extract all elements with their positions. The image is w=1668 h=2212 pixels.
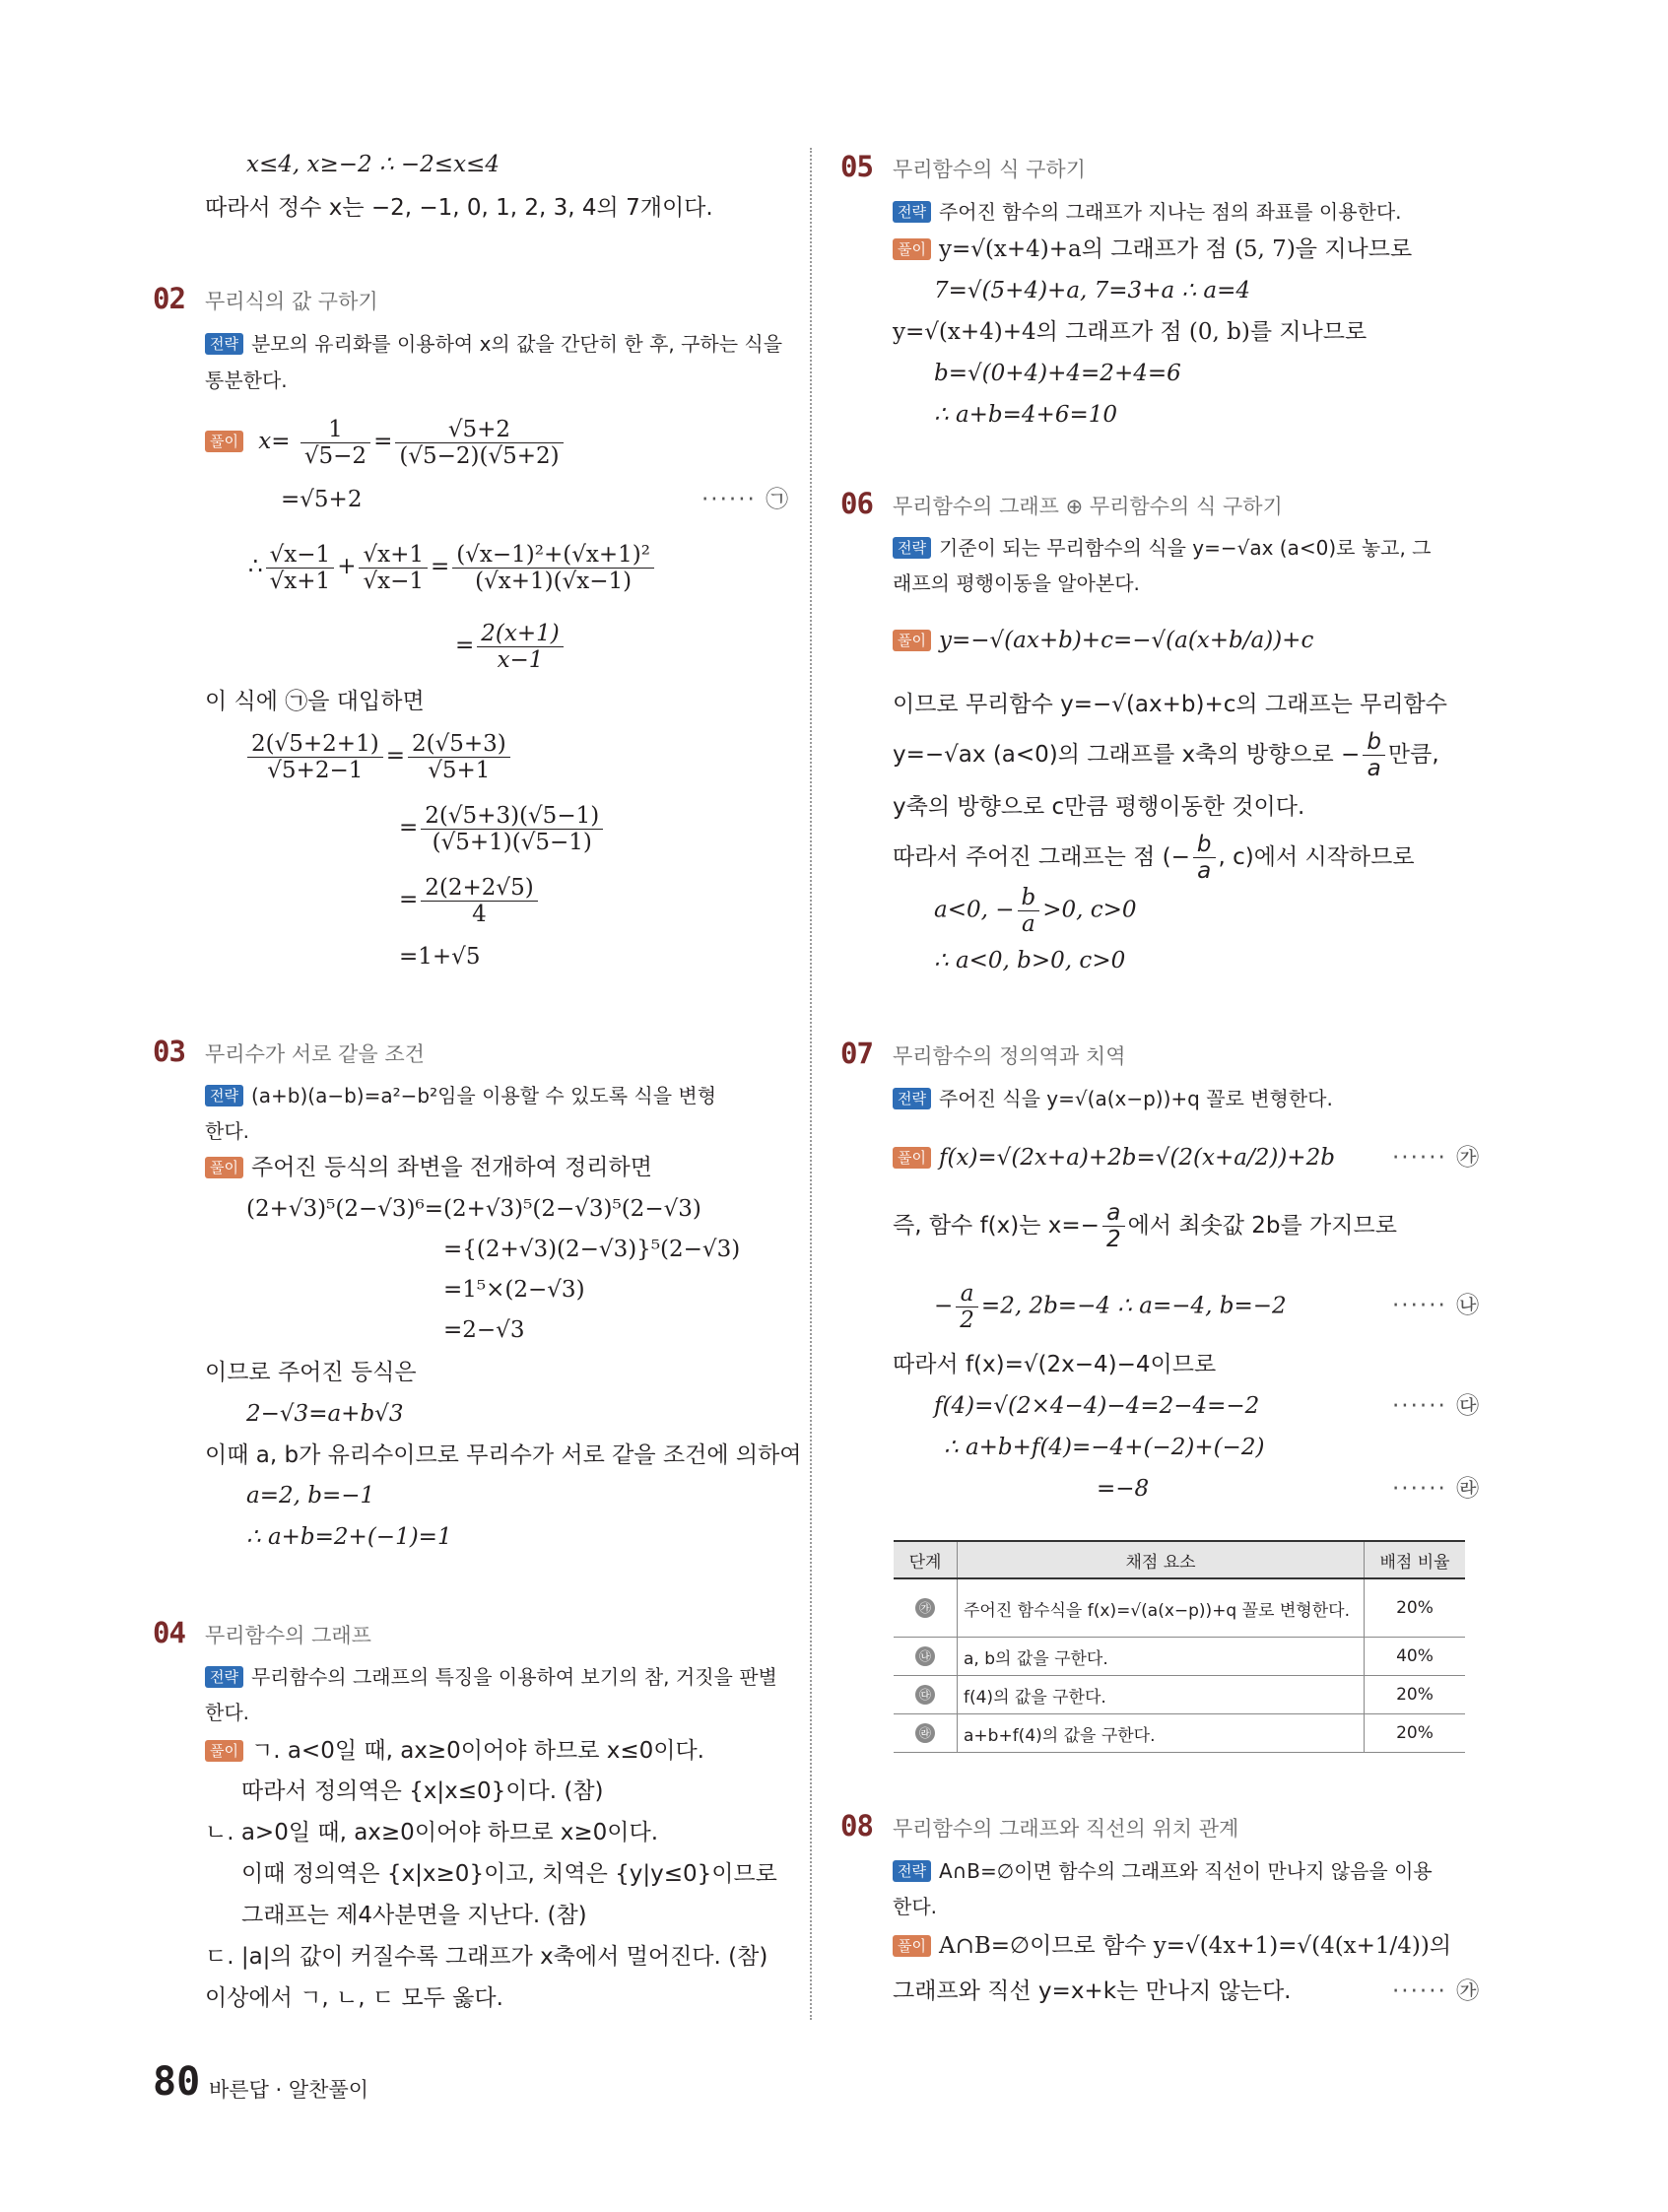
table-row: [894, 1676, 1465, 1714]
solution-line: [893, 626, 1313, 655]
strategy-text: 주어진 식을 y=√(a(x−p))+q 꼴로 변형한다.: [938, 1087, 1333, 1110]
text-part: −: [934, 1293, 954, 1319]
strategy-line-2: 래프의 평행이동을 알아본다.: [893, 571, 1140, 595]
equation-4: = $\frac{2(x+1)}{x-1}$: [455, 616, 567, 675]
section-title: 무리함수의 그래프: [205, 1624, 371, 1647]
numerator: a: [956, 1281, 978, 1307]
solution-text: y=√(x+4)+a의 그래프가 점 (5, 7)을 지나므로: [938, 236, 1413, 262]
table-header-row: [894, 1541, 1465, 1578]
text-line: 이므로 무리함수 y=−√(ax+b)+c의 그래프는 무리함수: [893, 692, 1447, 717]
strategy-tag: 전략: [205, 1085, 243, 1106]
numerator: b: [1363, 729, 1385, 756]
denominator: √5+2−1: [267, 757, 364, 783]
subst-1: $\frac{2(√5+2+1)}{√5+2-1}$ = $\frac{2(√5+3)}{√5+1}$: [244, 726, 513, 785]
solution-text: 주어진 등식의 좌변을 전개하여 정리하면: [250, 1155, 652, 1180]
question-number: 03: [153, 1035, 185, 1068]
eq-line: =2−√3: [443, 1317, 525, 1343]
numerator: √x+1: [359, 542, 428, 569]
section-title: 무리수가 서로 같을 조건: [205, 1042, 425, 1066]
denominator: √x+1: [269, 568, 331, 594]
marker: ······ ㉮: [1392, 1145, 1482, 1171]
strategy-tag: 전략: [205, 333, 243, 355]
table-cell-item: a+b+f(4)의 값을 구한다.: [958, 1714, 1365, 1753]
solution-text: f(x)=√(2x+a)+2b=√(2(x+a/2))+2b: [938, 1145, 1335, 1171]
step-badge: ㉮: [915, 1598, 935, 1618]
denominator: (√5−2)(√5+2): [399, 442, 560, 469]
text-line: 이므로 주어진 등식은: [205, 1360, 417, 1385]
fraction: [395, 417, 563, 469]
marker: ······ ㉱: [1392, 1476, 1482, 1502]
fraction: [452, 542, 654, 594]
numerator: b: [1193, 832, 1216, 858]
text-line: ㄷ. |a|의 값이 커질수록 그래프가 x축에서 멀어진다. (참): [205, 1944, 768, 1970]
solution-text: y=−√(ax+b)+c=−√(a(x+b/a))+c: [938, 628, 1314, 653]
eq-line: f(4)=√(2×4−4)−4=2−4=−2: [934, 1393, 1260, 1419]
fraction: [956, 1281, 978, 1333]
strategy-text: A∩B=∅이면 함수의 그래프와 직선이 만나지 않음을 이용: [938, 1859, 1433, 1883]
strategy-tag: 전략: [205, 1666, 243, 1688]
table-cell-step: [894, 1578, 958, 1638]
eq-line: 2−√3=a+b√3: [246, 1401, 404, 1427]
table-row: [894, 1578, 1465, 1638]
question-number: 07: [840, 1037, 873, 1070]
fraction: [421, 803, 603, 855]
solution-tag: 풀이: [893, 1935, 931, 1957]
strategy-line: [893, 1084, 1333, 1113]
question-number: 06: [840, 487, 873, 520]
solution-line: [205, 1736, 704, 1766]
table-cell-item: f(4)의 값을 구한다.: [958, 1676, 1365, 1714]
section-title: 무리함수의 그래프와 직선의 위치 관계: [893, 1817, 1239, 1841]
eq-line: =1⁵×(2−√3): [443, 1277, 585, 1303]
text-part: 따라서 주어진 그래프는 점 (−: [893, 844, 1190, 870]
strategy-text: 분모의 유리화를 이용하여 x의 값을 간단히 한 후, 구하는 식을: [250, 332, 783, 356]
table-cell-item: 주어진 함수식을 f(x)=√(a(x−p))+q 꼴로 변형한다.: [958, 1578, 1365, 1638]
solution-line: [893, 235, 1412, 264]
numerator: √x−1: [266, 542, 335, 569]
strategy-line: [893, 533, 1432, 563]
eq-line: ∴ a<0, b>0, c>0: [934, 948, 1126, 973]
table-row: [894, 1638, 1465, 1676]
equation-2: =√5+2: [281, 487, 363, 512]
strategy-text: (a+b)(a−b)=a²−b²임을 이용할 수 있도록 식을 변형: [250, 1084, 717, 1107]
text-line: 이 식에 ㉠을 대입하면: [205, 689, 425, 714]
table-cell-ratio: 20%: [1365, 1676, 1466, 1714]
denominator: (√5+1)(√5−1): [432, 829, 592, 855]
fraction: [300, 417, 370, 469]
table-cell-step: [894, 1638, 958, 1676]
section-title: 무리식의 값 구하기: [205, 290, 378, 313]
eq-line: =−8: [1097, 1476, 1150, 1502]
denominator: √x−1: [363, 568, 425, 594]
denominator: 2: [960, 1307, 974, 1333]
fraction: [1193, 832, 1216, 884]
table-cell-ratio: 40%: [1365, 1638, 1466, 1676]
numerator: 2(√5+3)(√5−1): [421, 803, 603, 830]
strategy-text: 주어진 함수의 그래프가 지나는 점의 좌표를 이용한다.: [938, 200, 1402, 224]
fraction: [1363, 729, 1385, 781]
text-part: a<0, −: [934, 897, 1015, 923]
text-part: , c)에서 시작하므로: [1218, 844, 1415, 870]
eq-line: [934, 1281, 1287, 1333]
numerator: √5+2: [395, 417, 563, 443]
text-part: 만큼,: [1387, 742, 1439, 768]
eq-line: [934, 885, 1137, 937]
fraction: [266, 542, 335, 594]
strategy-line: [893, 197, 1402, 227]
text-part: y=−√ax (a<0)의 그래프를 x축의 방향으로 −: [893, 742, 1361, 768]
strategy-text: 무리함수의 그래프의 특징을 이용하여 보기의 참, 거짓을 판별: [250, 1665, 777, 1689]
solution-line: [893, 1931, 1451, 1961]
denominator: (√x+1)(√x−1): [475, 568, 633, 594]
fraction: [359, 542, 428, 594]
numerator: 2(√5+2+1): [247, 731, 383, 758]
text-line: x≤4, x≥−2 ∴ −2≤x≤4: [246, 152, 500, 177]
solution-text: ㄱ. a<0일 때, ax≥0이어야 하므로 x≤0이다.: [250, 1738, 704, 1764]
text-part: 에서 최솟값 2b를 가지므로: [1127, 1213, 1397, 1239]
strategy-line: [205, 329, 782, 359]
table-cell-step: [894, 1714, 958, 1753]
denominator: √5−2: [303, 442, 367, 469]
eq-line: b=√(0+4)+4=2+4=6: [934, 361, 1181, 386]
numerator: (√x−1)²+(√x+1)²: [452, 542, 654, 569]
denominator: √5+1: [428, 757, 491, 783]
section-title: 무리함수의 그래프 ⊕ 무리함수의 식 구하기: [893, 495, 1283, 518]
denominator: a: [1367, 756, 1381, 781]
scoring-table: [894, 1540, 1465, 1753]
numerator: b: [1018, 885, 1040, 911]
strategy-text: 기준이 되는 무리함수의 식을 y=−√ax (a<0)로 놓고, 그: [938, 536, 1432, 560]
text-part: >0, c>0: [1042, 897, 1137, 923]
strategy-tag: 전략: [893, 537, 931, 559]
text-part: =2, 2b=−4 ∴ a=−4, b=−2: [980, 1293, 1287, 1319]
solution-line: [205, 1153, 652, 1182]
table-cell-item: a, b의 값을 구한다.: [958, 1638, 1365, 1676]
footer-label: 바른답 · 알찬풀이: [209, 2078, 369, 2102]
text-line: 그래프는 제4사분면을 지난다. (참): [241, 1903, 587, 1928]
strategy-tag: 전략: [893, 1860, 931, 1882]
text-line: [893, 832, 1415, 884]
page-number: 80: [153, 2059, 201, 2105]
strategy-line: [205, 1662, 777, 1692]
fraction: [477, 621, 563, 673]
table-cell-step: [894, 1676, 958, 1714]
strategy-line-2: 한다.: [205, 1701, 249, 1724]
step-badge: ㉰: [915, 1685, 935, 1705]
denominator: x−1: [497, 646, 544, 673]
question-number: 04: [153, 1616, 185, 1649]
text-line: y축의 방향으로 c만큼 평행이동한 것이다.: [893, 794, 1305, 820]
solution-tag: 풀이: [893, 1147, 931, 1169]
strategy-line-2: 통분한다.: [205, 369, 288, 392]
question-number: 05: [840, 150, 873, 183]
fraction: [421, 875, 537, 927]
strategy-tag: 전략: [893, 201, 931, 223]
question-number: 08: [840, 1809, 873, 1843]
denominator: 2: [1105, 1227, 1121, 1252]
equation-1: 풀이 x= $\frac{1}{√5-2}$ = $\frac{√5+2}{(√5-2)(√5+2)}$: [205, 412, 567, 471]
text-line: 따라서 f(x)=√(2x−4)−4이므로: [893, 1352, 1217, 1377]
strategy-line: [893, 1856, 1433, 1886]
solution-tag: 풀이: [205, 1157, 243, 1178]
strategy-tag: 전략: [893, 1088, 931, 1109]
numerator: a: [1102, 1200, 1125, 1227]
text-line: 이때 정의역은 {x|x≥0}이고, 치역은 {y|y≤0}이므로: [241, 1861, 777, 1887]
solution-text: A∩B=∅이므로 함수 y=√(4x+1)=√(4(x+1/4))의: [938, 1933, 1452, 1959]
subst-3: = $\frac{2(2+2√5)}{4}$: [399, 870, 541, 929]
solution-tag: 풀이: [205, 431, 243, 452]
eq-line: ∴ a+b+f(4)=−4+(−2)+(−2): [944, 1435, 1265, 1460]
column-divider: [810, 148, 812, 2020]
fraction: [1102, 1200, 1125, 1252]
text-line: 그래프와 직선 y=x+k는 만나지 않는다.: [893, 1978, 1292, 2004]
solution-line: [893, 1143, 1335, 1173]
solution-tag: 풀이: [893, 238, 931, 260]
numerator: 2(x+1): [477, 621, 563, 647]
numerator: 1: [300, 417, 370, 443]
marker: ······ ㉰: [1392, 1393, 1482, 1419]
denominator: a: [1022, 911, 1035, 937]
numerator: 2(√5+3): [408, 731, 510, 758]
marker: ······ ㉯: [1392, 1293, 1482, 1318]
table-row: [894, 1714, 1465, 1753]
table-header: 단계: [894, 1541, 958, 1578]
strategy-line-2: 한다.: [893, 1895, 937, 1918]
text-part: 즉, 함수 f(x)는 x=−: [893, 1213, 1100, 1239]
question-number: 02: [153, 282, 185, 315]
eq-line: (2+√3)⁵(2−√3)⁶=(2+√3)⁵(2−√3)⁵(2−√3): [246, 1196, 701, 1222]
table-cell-ratio: 20%: [1365, 1578, 1466, 1638]
strategy-line: [205, 1081, 716, 1110]
eq-text: x=: [258, 429, 291, 454]
eq-line: a=2, b=−1: [246, 1483, 375, 1508]
solution-tag: 풀이: [205, 1740, 243, 1762]
fraction: [1018, 885, 1040, 937]
text-line: 이상에서 ㄱ, ㄴ, ㄷ 모두 옳다.: [205, 1985, 503, 2011]
eq-line: 7=√(5+4)+a, 7=3+a ∴ a=4: [934, 278, 1251, 303]
marker: ······ ㉮: [1392, 1978, 1482, 2004]
text-line: 따라서 정수 x는 −2, −1, 0, 1, 2, 3, 4의 7개이다.: [205, 195, 713, 221]
subst-2: = $\frac{2(√5+3)(√5-1)}{(√5+1)(√5-1)}$: [399, 798, 606, 857]
section-title: 무리함수의 식 구하기: [893, 158, 1086, 181]
fraction: [247, 731, 383, 783]
text-line: 이때 a, b가 유리수이므로 무리수가 서로 같을 조건에 의하여: [205, 1442, 802, 1468]
table-header: 채점 요소: [958, 1541, 1365, 1578]
eq-line: ={(2+√3)(2−√3)}⁵(2−√3): [443, 1237, 741, 1262]
eq-line: y=√(x+4)+4의 그래프가 점 (0, b)를 지나므로: [893, 319, 1368, 345]
denominator: 4: [472, 901, 487, 927]
text-line: ㄴ. a>0일 때, ax≥0이어야 하므로 x≥0이다.: [205, 1820, 659, 1845]
step-badge: ㉯: [915, 1646, 935, 1666]
text-line: [893, 1200, 1397, 1252]
eq-line: ∴ a+b=4+6=10: [934, 402, 1117, 428]
table-cell-ratio: 20%: [1365, 1714, 1466, 1753]
step-badge: ㉱: [915, 1723, 935, 1743]
denominator: a: [1197, 858, 1212, 884]
text-line: [893, 729, 1439, 781]
strategy-line-2: 한다.: [205, 1119, 249, 1143]
subst-4: =1+√5: [399, 944, 481, 970]
numerator: 2(2+2√5): [421, 875, 537, 902]
text-line: 따라서 정의역은 {x|x≤0}이다. (참): [241, 1778, 604, 1804]
table-header: 배점 비율: [1365, 1541, 1466, 1578]
fraction: [408, 731, 510, 783]
equation-3: ∴ $\frac{√x-1}{√x+1}$ + $\frac{√x+1}{√x-1}$ = $\frac{\text{(√x−1)²+(√x+1)²}}{(√x+1)(√x-1)}$: [248, 537, 657, 596]
eq-line: ∴ a+b=2+(−1)=1: [246, 1524, 452, 1550]
marker: ······ ㉠: [701, 487, 791, 512]
section-title: 무리함수의 정의역과 치역: [893, 1044, 1126, 1068]
solution-tag: 풀이: [893, 630, 931, 651]
